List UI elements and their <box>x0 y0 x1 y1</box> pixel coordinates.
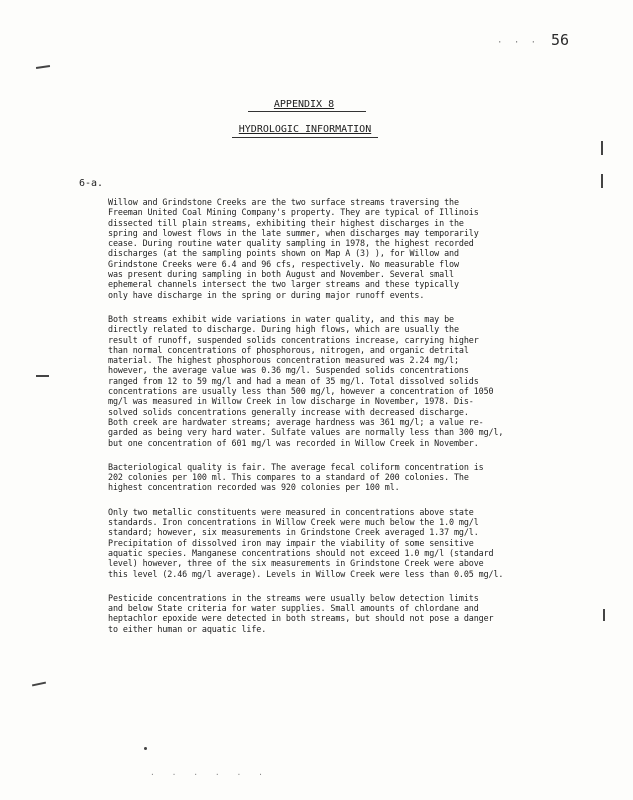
header-dots: · · · <box>497 38 540 48</box>
scan-bar-right-2 <box>601 174 603 188</box>
scan-bar-right-1 <box>601 141 603 155</box>
scan-mark-left-dot <box>144 747 147 750</box>
scan-bar-right-3 <box>603 609 605 621</box>
section-title: HYDROLOGIC INFORMATION <box>238 124 372 135</box>
scan-mark-left-2 <box>36 375 49 377</box>
body-text <box>108 197 582 648</box>
title-rule-bottom <box>232 137 378 138</box>
scan-dots-bottom: · · · · · · <box>150 770 269 779</box>
appendix-title: APPENDIX 8 <box>273 99 335 110</box>
title-rule-top <box>248 111 366 112</box>
section-number: 6-a. <box>79 178 104 189</box>
scan-mark-left-1 <box>36 65 50 69</box>
paragraph-flow: Willow and Grindstone Creeks are the two surface streams traversing the Freeman United Coal Mining Company's property. They are typical of Illinois dissected till plain streams, exhibiting their highest discharges in the spring and lowest flows in the late summer, when discharges may temporarily cease. During routine water quality sampling in 1978, the highest recorded discharges (at the sampling points shown on Map A (3) ), for Willow and Grindstone Creeks were 6.4 and 96 cfs, respectively. No measurable flow was present during sampling in both August and November. Several small ephemeral channels intersect the two larger streams and these typically only have discharge in the spring or during major runoff events. <box>108 197 479 300</box>
paragraph-water-quality: Both streams exhibit wide variations in water quality, and this may be directly related to discharge. During high flows, which are usually the result of runoff, suspended solids concentrations increase, carrying higher than normal concentrations of phosphorous, nitrogen, and organic detrital material. The highest phosphorous concentration measured was 2.24 mg/l; however, the average value was 0.36 mg/l. Suspended solids concentrations ranged from 12 to 59 mg/l and had a mean of 35 mg/l. Total dissolved solids concentrations are usually less than 500 mg/l, however a concentration of 1050 mg/l was measured in Willow Creek in low discharge in November, 1978. Dis- solved solids concentrations generally increase with decreased discharge. Both creek are hardwater streams; average hardness was 361 mg/l; a value re- garded as being very hard water. Sulfate values are normally less than 300 mg/l, but one concentration of 601 mg/l was recorded in Willow Creek in November. <box>108 313 504 448</box>
paragraph-bacteriological: Bacteriological quality is fair. The average fecal coliform concentration is 202 colonies per 100 ml. This compares to a standard of 200 colonies. The highest concentration recorded was 920 colonies per 100 ml. <box>108 461 484 493</box>
scan-mark-left-3 <box>32 682 46 687</box>
page-number: 56 <box>551 31 570 49</box>
paragraph-pesticides: Pesticide concentrations in the streams were usually below detection limits and below State criteria for water supplies. Small amounts of chlordane and heptachlor epoxide were detected in both streams, but should not pose a danger to either human or aquatic life. <box>108 592 494 634</box>
paragraph-metals: Only two metallic constituents were measured in concentrations above state standards. Iron concentrations in Willow Creek were much below the 1.0 mg/l standard; however, six measurements in Grindstone Creek averaged 1.37 mg/l. Precipitation of dissolved iron may impair the viability of some sensitive aquatic species. Manganese concentrations should not exceed 1.0 mg/l (standard level) however, three of the six measurements in Grindstone Creek were above this level (2.46 mg/l average). Levels in Willow Creek were less than 0.05 mg/l. <box>108 506 504 579</box>
